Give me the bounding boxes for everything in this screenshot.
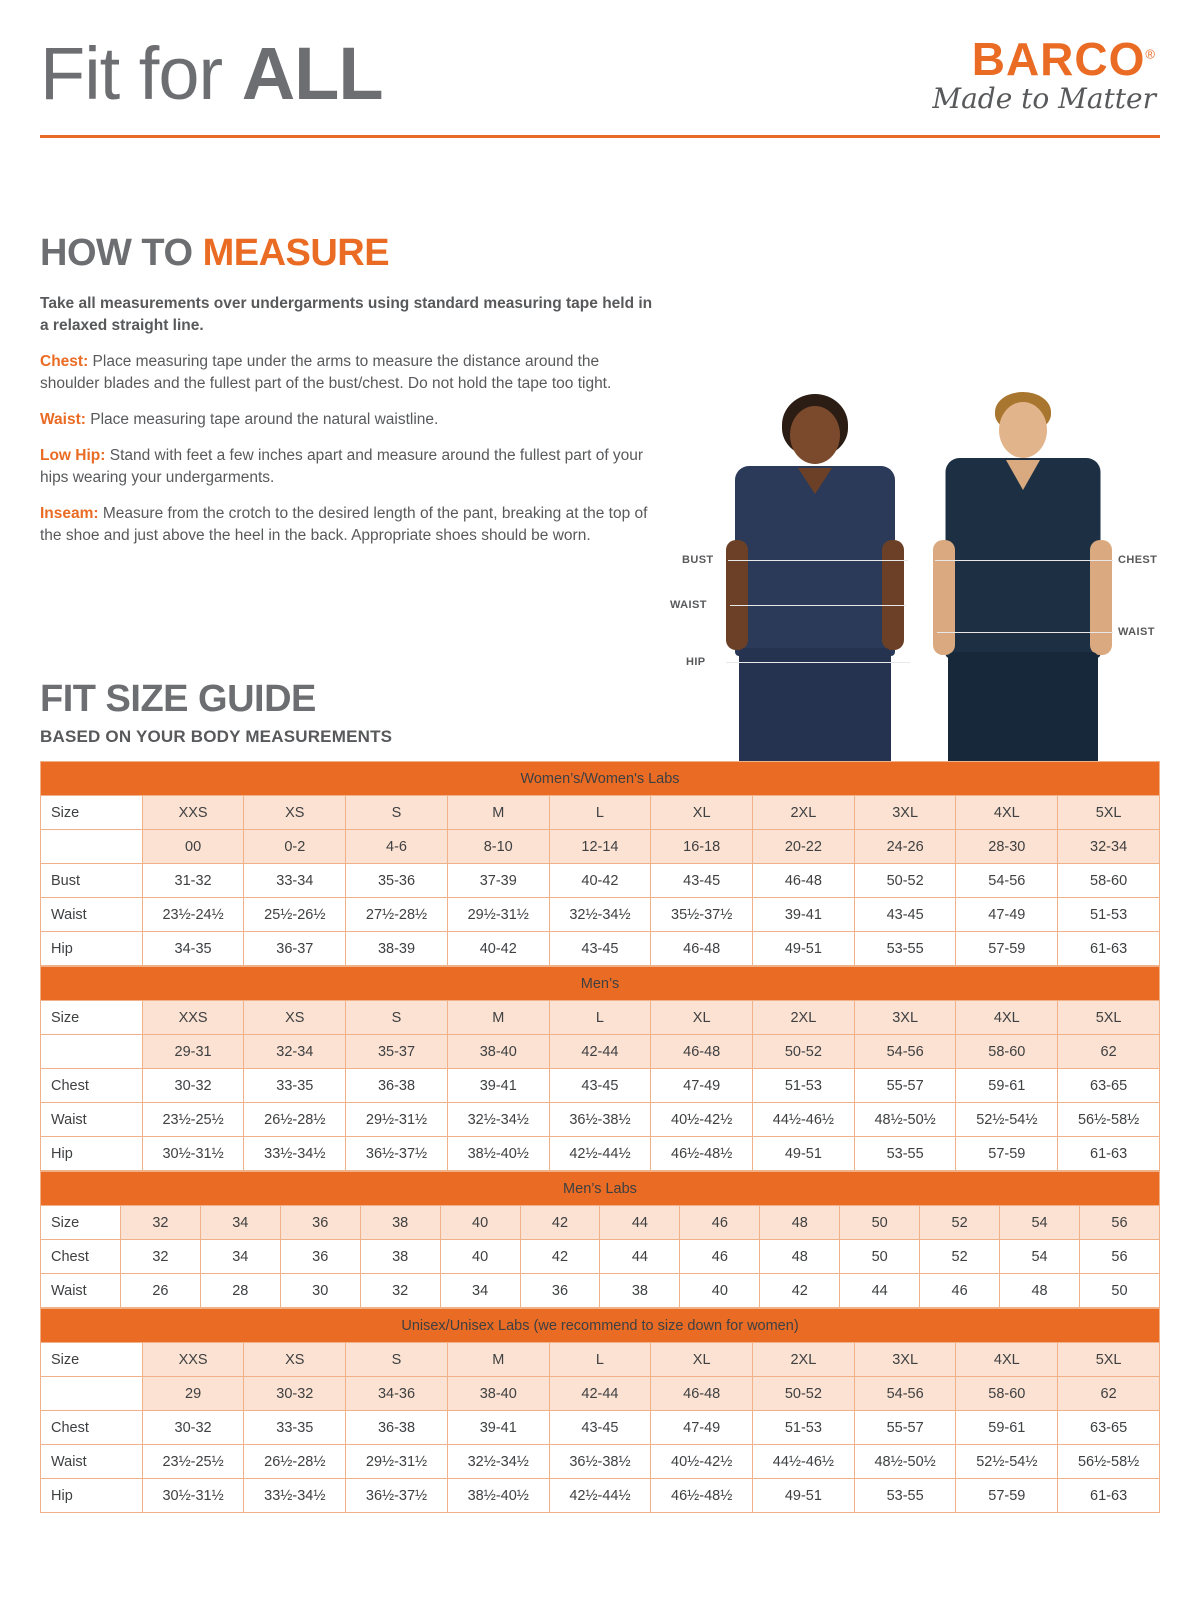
- measurement-cell: 52½-54½: [956, 1103, 1058, 1137]
- row-label: Chest: [41, 1069, 143, 1103]
- size-header-cell: 44: [600, 1206, 680, 1240]
- row-label: Hip: [41, 932, 143, 966]
- size-header-cell: 3XL: [854, 1001, 956, 1035]
- how-to-measure-section: [40, 232, 660, 547]
- row-label: Hip: [41, 1137, 143, 1171]
- label-hip: HIP: [686, 656, 706, 668]
- numeric-size-cell: 30-32: [244, 1377, 346, 1411]
- measurement-cell: 39-41: [753, 898, 855, 932]
- brand-logo: [932, 33, 1160, 125]
- numeric-size-cell: 62: [1058, 1035, 1160, 1069]
- measure-item-chest: [40, 351, 660, 395]
- measurement-cell: 43-45: [549, 1069, 651, 1103]
- measurement-cell: 46½-48½: [651, 1479, 753, 1513]
- row-label: Waist: [41, 1103, 143, 1137]
- measurement-cell: 54: [1000, 1240, 1080, 1274]
- measurement-cell: 30-32: [142, 1069, 244, 1103]
- row-label: [41, 1035, 143, 1069]
- measure-item-inseam-label: Inseam:: [40, 505, 99, 522]
- measure-item-low-hip: [40, 445, 660, 489]
- measurement-cell: 42½-44½: [549, 1479, 651, 1513]
- size-header-cell: 5XL: [1058, 1343, 1160, 1377]
- measurement-cell: 33-35: [244, 1411, 346, 1445]
- how-to-measure-heading-accent: MEASURE: [202, 232, 390, 274]
- measurement-cell: 33-35: [244, 1069, 346, 1103]
- measurement-cell: 35½-37½: [651, 898, 753, 932]
- numeric-size-cell: 12-14: [549, 830, 651, 864]
- measurement-cell: 48½-50½: [854, 1103, 956, 1137]
- numeric-size-cell: 00: [142, 830, 244, 864]
- numeric-size-cell: 38-40: [447, 1035, 549, 1069]
- measurement-cell: 30½-31½: [142, 1479, 244, 1513]
- measurement-cell: 34: [440, 1274, 520, 1308]
- table-row: [41, 1240, 1160, 1274]
- measurement-cell: 29½-31½: [447, 898, 549, 932]
- numeric-size-cell: 50-52: [753, 1035, 855, 1069]
- size-header-cell: M: [447, 796, 549, 830]
- measurement-cell: 55-57: [854, 1411, 956, 1445]
- size-header-cell: 3XL: [854, 1343, 956, 1377]
- measurement-cell: 44: [600, 1240, 680, 1274]
- numeric-size-cell: 32-34: [244, 1035, 346, 1069]
- measurement-cell: 34-35: [142, 932, 244, 966]
- row-label: Waist: [41, 1445, 143, 1479]
- measure-item-waist: [40, 409, 660, 431]
- size-header-cell: 4XL: [956, 796, 1058, 830]
- measurement-cell: 49-51: [753, 932, 855, 966]
- measurement-cell: 23½-24½: [142, 898, 244, 932]
- measurement-cell: 44½-46½: [753, 1103, 855, 1137]
- measurement-cell: 43-45: [854, 898, 956, 932]
- measurement-cell: 48: [1000, 1274, 1080, 1308]
- numeric-size-cell: 29: [142, 1377, 244, 1411]
- measurement-cell: 40: [680, 1274, 760, 1308]
- female-head: [790, 406, 840, 464]
- size-table: [40, 1171, 1160, 1308]
- measurement-cell: 57-59: [956, 1137, 1058, 1171]
- numeric-size-cell: 38-40: [447, 1377, 549, 1411]
- size-table: [40, 966, 1160, 1171]
- measurement-cell: 36-38: [346, 1069, 448, 1103]
- measurement-cell: 34: [200, 1240, 280, 1274]
- female-scrub-top: [735, 466, 895, 656]
- size-header-cell: 56: [1079, 1206, 1159, 1240]
- measurement-cell: 46½-48½: [651, 1137, 753, 1171]
- measurement-cell: 29½-31½: [346, 1103, 448, 1137]
- table-band-row: [41, 1309, 1160, 1343]
- measurement-cell: 28: [200, 1274, 280, 1308]
- registered-mark-icon: ®: [1145, 46, 1156, 62]
- size-header-cell: XS: [244, 1343, 346, 1377]
- label-waist-right: WAIST: [1118, 626, 1155, 638]
- table-row: [41, 1274, 1160, 1308]
- measurement-cell: 32½-34½: [447, 1445, 549, 1479]
- measurement-cell: 40-42: [447, 932, 549, 966]
- numeric-size-cell: 58-60: [956, 1035, 1058, 1069]
- measurement-cell: 27½-28½: [346, 898, 448, 932]
- size-header-cell: 4XL: [956, 1343, 1058, 1377]
- measurement-cell: 39-41: [447, 1411, 549, 1445]
- table-header-row: [41, 1343, 1160, 1377]
- size-header-cell: XS: [244, 796, 346, 830]
- table-band-label: Men’s Labs: [41, 1172, 1160, 1206]
- table-header-row: [41, 1206, 1160, 1240]
- measurement-cell: 46-48: [651, 932, 753, 966]
- size-header-cell: XL: [651, 796, 753, 830]
- size-header-cell: L: [549, 1001, 651, 1035]
- measurement-cell: 50: [840, 1240, 920, 1274]
- measurement-cell: 39-41: [447, 1069, 549, 1103]
- measurement-cell: 38½-40½: [447, 1137, 549, 1171]
- size-header-cell: 32: [120, 1206, 200, 1240]
- measurement-cell: 31-32: [142, 864, 244, 898]
- measurement-cell: 43-45: [549, 932, 651, 966]
- numeric-size-cell: 62: [1058, 1377, 1160, 1411]
- size-header-cell: 46: [680, 1206, 760, 1240]
- measurement-cell: 37-39: [447, 864, 549, 898]
- measurement-cell: 35-36: [346, 864, 448, 898]
- measurement-cell: 36: [280, 1240, 360, 1274]
- numeric-size-cell: 42-44: [549, 1377, 651, 1411]
- measurement-cell: 51-53: [753, 1069, 855, 1103]
- numeric-size-cell: 8-10: [447, 830, 549, 864]
- size-header-cell: XS: [244, 1001, 346, 1035]
- label-waist-left: WAIST: [670, 599, 707, 611]
- table-band-label: Women’s/Women's Labs: [41, 762, 1160, 796]
- row-label: Bust: [41, 864, 143, 898]
- size-header-cell: M: [447, 1001, 549, 1035]
- numeric-size-cell: 46-48: [651, 1377, 753, 1411]
- measurement-cell: 40½-42½: [651, 1445, 753, 1479]
- row-label: Chest: [41, 1411, 143, 1445]
- row-label: Waist: [41, 898, 143, 932]
- measurement-cell: 57-59: [956, 1479, 1058, 1513]
- female-v-neck: [798, 468, 832, 494]
- measurement-cell: 51-53: [1058, 898, 1160, 932]
- measure-item-low-hip-label: Low Hip:: [40, 447, 106, 464]
- measurement-cell: 30½-31½: [142, 1137, 244, 1171]
- measurement-cell: 40: [440, 1240, 520, 1274]
- measurement-cell: 36½-37½: [346, 1479, 448, 1513]
- measurement-cell: 63-65: [1058, 1411, 1160, 1445]
- male-left-arm: [933, 540, 955, 655]
- measurement-cell: 36-37: [244, 932, 346, 966]
- measurement-cell: 46: [920, 1274, 1000, 1308]
- measurement-cell: 25½-26½: [244, 898, 346, 932]
- size-header-cell: 34: [200, 1206, 280, 1240]
- numeric-size-cell: 4-6: [346, 830, 448, 864]
- row-label: Size: [41, 796, 143, 830]
- measurement-cell: 32: [360, 1274, 440, 1308]
- measure-item-chest-text: Place measuring tape under the arms to measure the distance around the shoulder blades and the fullest part of the bust/chest. Do not hold the tape too tight.: [40, 353, 612, 392]
- chest-measure-line: [935, 560, 1113, 561]
- table-row: [41, 898, 1160, 932]
- measurement-cell: 36-38: [346, 1411, 448, 1445]
- measurement-cell: 61-63: [1058, 932, 1160, 966]
- size-header-cell: XXS: [142, 1001, 244, 1035]
- measurement-cell: 42½-44½: [549, 1137, 651, 1171]
- fit-size-guide-section: [40, 678, 1160, 1513]
- measurement-cell: 40-42: [549, 864, 651, 898]
- measurement-cell: 44: [840, 1274, 920, 1308]
- size-header-cell: XXS: [142, 796, 244, 830]
- header-divider: [40, 135, 1160, 138]
- size-header-cell: 5XL: [1058, 796, 1160, 830]
- size-header-cell: S: [346, 1343, 448, 1377]
- page-title: [40, 32, 383, 125]
- how-to-measure-heading-plain: HOW TO: [40, 232, 203, 274]
- measurement-cell: 32½-34½: [447, 1103, 549, 1137]
- numeric-size-cell: 20-22: [753, 830, 855, 864]
- numeric-size-cell: 29-31: [142, 1035, 244, 1069]
- measurement-cell: 38: [360, 1240, 440, 1274]
- numeric-size-cell: 58-60: [956, 1377, 1058, 1411]
- measurement-cell: 61-63: [1058, 1137, 1160, 1171]
- size-header-cell: L: [549, 1343, 651, 1377]
- measurement-cell: 30: [280, 1274, 360, 1308]
- numeric-size-cell: 24-26: [854, 830, 956, 864]
- waist-measure-line-right: [937, 632, 1113, 633]
- how-to-measure-heading: [40, 232, 660, 275]
- size-header-cell: 54: [1000, 1206, 1080, 1240]
- measurement-cell: 32½-34½: [549, 898, 651, 932]
- page-header: [40, 0, 1160, 125]
- measurement-cell: 53-55: [854, 1137, 956, 1171]
- measurement-cell: 53-55: [854, 932, 956, 966]
- measurement-cell: 26: [120, 1274, 200, 1308]
- measurement-cell: 56½-58½: [1058, 1445, 1160, 1479]
- measure-item-waist-text: Place measuring tape around the natural waistline.: [85, 411, 439, 428]
- male-right-arm: [1090, 540, 1112, 655]
- measurement-cell: 38-39: [346, 932, 448, 966]
- fit-size-guide-subheading: BASED ON YOUR BODY MEASUREMENTS: [40, 727, 393, 746]
- female-right-arm: [882, 540, 904, 650]
- measurement-cell: 23½-25½: [142, 1103, 244, 1137]
- measurement-cell: 33½-34½: [244, 1137, 346, 1171]
- table-band-row: [41, 967, 1160, 1001]
- measurement-cell: 51-53: [753, 1411, 855, 1445]
- table-row: [41, 932, 1160, 966]
- size-header-cell: L: [549, 796, 651, 830]
- brand-wordmark: BARCO: [971, 33, 1146, 86]
- measurement-cell: 42: [760, 1274, 840, 1308]
- size-header-cell: 50: [840, 1206, 920, 1240]
- row-label: [41, 830, 143, 864]
- measurement-cell: 50: [1079, 1274, 1159, 1308]
- male-head: [999, 402, 1047, 458]
- measure-item-waist-label: Waist:: [40, 411, 86, 428]
- numeric-size-row: [41, 830, 1160, 864]
- row-label: Waist: [41, 1274, 121, 1308]
- numeric-size-cell: 32-34: [1058, 830, 1160, 864]
- numeric-size-cell: 54-56: [854, 1377, 956, 1411]
- measurement-cell: 47-49: [651, 1411, 753, 1445]
- size-header-cell: XXS: [142, 1343, 244, 1377]
- measurement-cell: 29½-31½: [346, 1445, 448, 1479]
- numeric-size-cell: 0-2: [244, 830, 346, 864]
- measurement-cell: 36: [520, 1274, 600, 1308]
- measurement-cell: 26½-28½: [244, 1103, 346, 1137]
- table-header-row: [41, 796, 1160, 830]
- measurement-cell: 44½-46½: [753, 1445, 855, 1479]
- numeric-size-cell: 42-44: [549, 1035, 651, 1069]
- measurement-cell: 49-51: [753, 1479, 855, 1513]
- size-header-cell: S: [346, 796, 448, 830]
- size-header-cell: 36: [280, 1206, 360, 1240]
- measurement-cell: 36½-37½: [346, 1137, 448, 1171]
- measurement-cell: 43-45: [651, 864, 753, 898]
- measurement-cell: 46-48: [753, 864, 855, 898]
- measurement-cell: 58-60: [1058, 864, 1160, 898]
- size-header-cell: 4XL: [956, 1001, 1058, 1035]
- size-table: [40, 1308, 1160, 1513]
- table-band-row: [41, 762, 1160, 796]
- size-header-cell: 40: [440, 1206, 520, 1240]
- measurement-cell: 46: [680, 1240, 760, 1274]
- measure-item-chest-label: Chest:: [40, 353, 89, 370]
- measurement-cell: 23½-25½: [142, 1445, 244, 1479]
- table-header-row: [41, 1001, 1160, 1035]
- measurement-cell: 36½-38½: [549, 1103, 651, 1137]
- label-chest: CHEST: [1118, 554, 1158, 566]
- row-label: Hip: [41, 1479, 143, 1513]
- measurement-cell: 33-34: [244, 864, 346, 898]
- size-header-cell: 2XL: [753, 796, 855, 830]
- size-tables-container: [40, 761, 1160, 1513]
- numeric-size-row: [41, 1377, 1160, 1411]
- row-label: Chest: [41, 1240, 121, 1274]
- measurement-cell: 42: [520, 1240, 600, 1274]
- size-header-cell: 2XL: [753, 1343, 855, 1377]
- measurement-cell: 38: [600, 1274, 680, 1308]
- measurement-cell: 52½-54½: [956, 1445, 1058, 1479]
- table-row: [41, 1137, 1160, 1171]
- measurement-cell: 32: [120, 1240, 200, 1274]
- measurement-cell: 56: [1079, 1240, 1159, 1274]
- measure-item-low-hip-text: Stand with feet a few inches apart and measure around the fullest part of your hips wearing your undergarments.: [40, 447, 644, 486]
- brand-name: [971, 33, 1156, 86]
- numeric-size-cell: 46-48: [651, 1035, 753, 1069]
- size-header-cell: M: [447, 1343, 549, 1377]
- measurement-cell: 38½-40½: [447, 1479, 549, 1513]
- bust-measure-line: [728, 560, 908, 561]
- numeric-size-cell: 16-18: [651, 830, 753, 864]
- table-row: [41, 1103, 1160, 1137]
- waist-measure-line-left: [730, 605, 906, 606]
- table-row: [41, 1411, 1160, 1445]
- table-band-label: Unisex/Unisex Labs (we recommend to size down for women): [41, 1309, 1160, 1343]
- size-header-cell: 5XL: [1058, 1001, 1160, 1035]
- hip-measure-line: [726, 662, 910, 663]
- female-left-arm: [726, 540, 748, 650]
- measurement-cell: 48: [760, 1240, 840, 1274]
- numeric-size-row: [41, 1035, 1160, 1069]
- size-header-cell: 52: [920, 1206, 1000, 1240]
- table-band-label: Men’s: [41, 967, 1160, 1001]
- numeric-size-cell: 35-37: [346, 1035, 448, 1069]
- size-header-cell: 2XL: [753, 1001, 855, 1035]
- size-header-cell: XL: [651, 1001, 753, 1035]
- row-label: Size: [41, 1206, 121, 1240]
- measurement-cell: 50-52: [854, 864, 956, 898]
- measurement-cell: 53-55: [854, 1479, 956, 1513]
- size-header-cell: 3XL: [854, 796, 956, 830]
- numeric-size-cell: 34-36: [346, 1377, 448, 1411]
- label-bust: BUST: [682, 554, 714, 566]
- measure-item-inseam-text: Measure from the crotch to the desired length of the pant, breaking at the top of the shoe and just above the heel in the back. Appropriate shoes should be worn.: [40, 505, 648, 544]
- measurement-cell: 63-65: [1058, 1069, 1160, 1103]
- table-row: [41, 864, 1160, 898]
- measurement-cell: 36½-38½: [549, 1445, 651, 1479]
- fit-size-guide-heading: FIT SIZE GUIDE: [40, 678, 316, 720]
- size-header-cell: 42: [520, 1206, 600, 1240]
- measurement-cell: 59-61: [956, 1411, 1058, 1445]
- male-v-neck: [1006, 460, 1040, 490]
- measurement-cell: 40½-42½: [651, 1103, 753, 1137]
- table-row: [41, 1069, 1160, 1103]
- measurement-cell: 33½-34½: [244, 1479, 346, 1513]
- row-label: [41, 1377, 143, 1411]
- size-header-cell: S: [346, 1001, 448, 1035]
- measurement-cell: 47-49: [956, 898, 1058, 932]
- table-row: [41, 1479, 1160, 1513]
- measurement-cell: 55-57: [854, 1069, 956, 1103]
- measurement-cell: 47-49: [651, 1069, 753, 1103]
- brand-tagline: Made to Matter: [932, 82, 1156, 116]
- measurement-cell: 30-32: [142, 1411, 244, 1445]
- measure-intro-text: Take all measurements over undergarments using standard measuring tape held in a relaxed straight line.: [40, 295, 653, 334]
- numeric-size-cell: 50-52: [753, 1377, 855, 1411]
- measurement-cell: 49-51: [753, 1137, 855, 1171]
- measurement-cell: 59-61: [956, 1069, 1058, 1103]
- page-title-bold: ALL: [241, 32, 383, 115]
- size-header-cell: XL: [651, 1343, 753, 1377]
- measurement-cell: 43-45: [549, 1411, 651, 1445]
- measurement-cell: 57-59: [956, 932, 1058, 966]
- row-label: Size: [41, 1343, 143, 1377]
- size-header-cell: 48: [760, 1206, 840, 1240]
- measurement-cell: 26½-28½: [244, 1445, 346, 1479]
- numeric-size-cell: 28-30: [956, 830, 1058, 864]
- measurement-cell: 56½-58½: [1058, 1103, 1160, 1137]
- row-label: Size: [41, 1001, 143, 1035]
- table-band-row: [41, 1172, 1160, 1206]
- measure-item-inseam: [40, 503, 660, 547]
- measurement-cell: 52: [920, 1240, 1000, 1274]
- table-row: [41, 1445, 1160, 1479]
- page-title-light: Fit for: [40, 32, 242, 115]
- measurement-cell: 54-56: [956, 864, 1058, 898]
- size-table: [40, 761, 1160, 966]
- numeric-size-cell: 54-56: [854, 1035, 956, 1069]
- measurement-cell: 61-63: [1058, 1479, 1160, 1513]
- size-header-cell: 38: [360, 1206, 440, 1240]
- measurement-cell: 48½-50½: [854, 1445, 956, 1479]
